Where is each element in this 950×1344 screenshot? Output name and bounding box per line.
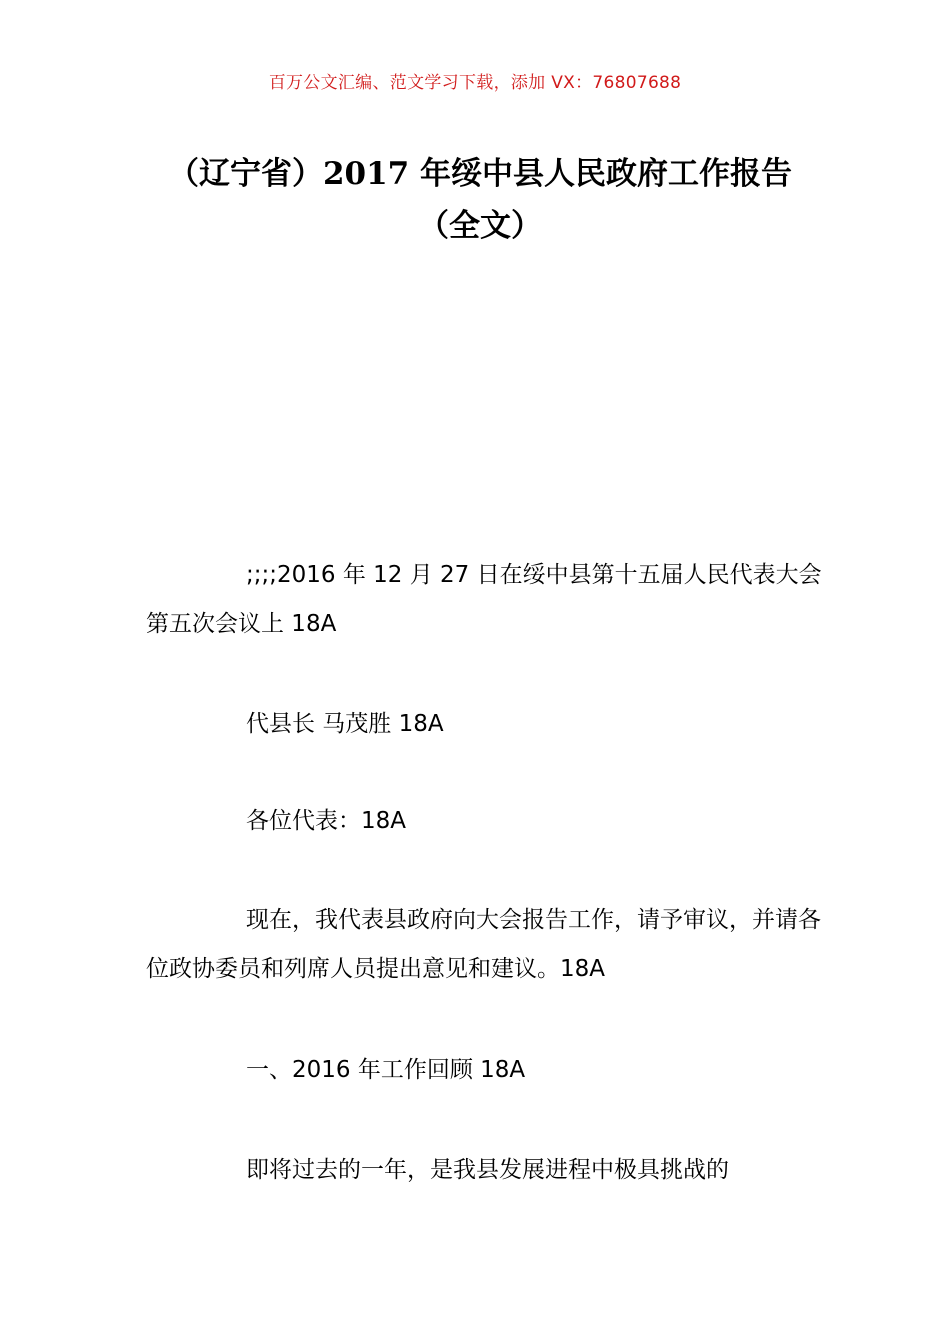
header-note: 百万公文汇编、范文学习下载，添加 VX：76807688 — [268, 73, 682, 93]
paragraph-meeting-info: ;;;;2016 年 12 月 27 日在绥中县第十五届人民代表大会第五次会议上 18A — [146, 562, 822, 637]
paragraph-intro: 现在，我代表县政府向大会报告工作，请予审议，并请各位政协委员和列席人员提出意见和建议。18A — [146, 907, 821, 982]
paragraph-body: 即将过去的一年，是我县发展进程中极具挑战的 — [246, 1157, 729, 1183]
paragraph-speaker: 代县长 马茂胜 18A — [246, 711, 444, 737]
paragraph-salutation: 各位代表：18A — [246, 808, 407, 834]
section-heading: 一、2016 年工作回顾 18A — [246, 1057, 526, 1083]
document-title: （辽宁省）2017 年绥中县人民政府工作报告（全文） — [167, 156, 793, 244]
